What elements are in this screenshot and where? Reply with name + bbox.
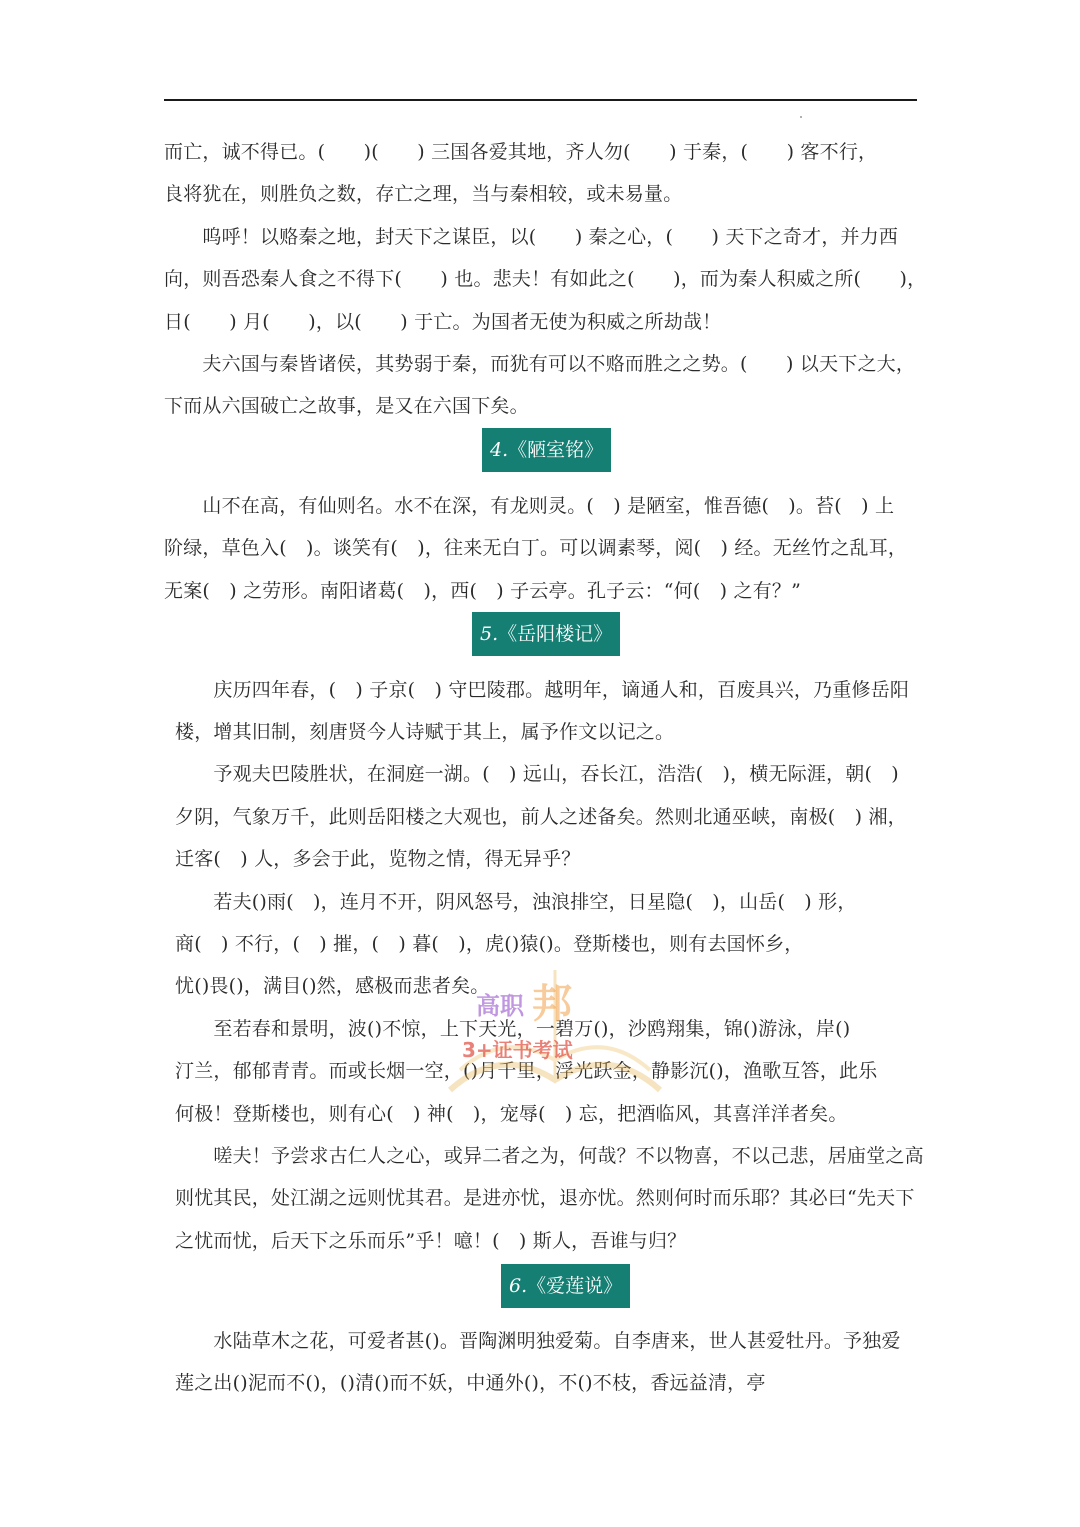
text-line: 忧()畏()，满目()然，感极而悲者矣。 <box>175 975 490 997</box>
heading-title: 《爱莲说》 <box>527 1275 623 1297</box>
watermark-bottom: 3+证书考试 <box>462 1038 573 1062</box>
text-line: 楼，增其旧制，刻唐贤今人诗赋于其上，属予作文以记之。 <box>175 721 675 743</box>
text-line: 汀兰，郁郁青青。而或长烟一空，()月千里，浮光跃金，静影沉()，渔歌互答，此乐 <box>175 1060 878 1082</box>
text-line: 嗟夫！予尝求古仁人之心，或异二者之为，何哉？不以物喜，不以己悲，居庙堂之高 <box>175 1145 924 1167</box>
heading-title: 《岳阳楼记》 <box>498 623 613 645</box>
heading-title: 《陋室铭》 <box>508 439 604 461</box>
watermark-top: 高职 <box>476 992 524 1020</box>
heading-number: 5. <box>480 623 499 645</box>
text-line: 呜呼！以赂秦之地，封天下之谋臣，以( ) 秦之心，( ) 天下之奇才，并力西 <box>164 226 899 248</box>
text-line: 夫六国与秦皆诸侯，其势弱于秦，而犹有可以不赂而胜之之势。( ) 以天下之大， <box>164 353 916 375</box>
section-heading-4 <box>482 428 611 472</box>
text-line: 水陆草木之花，可爱者甚()。晋陶渊明独爱菊。自李唐来，世人甚爱牡丹。予独爱 <box>175 1330 901 1352</box>
section-heading-5 <box>472 612 620 656</box>
text-line: 向，则吾恐秦人食之不得下( ) 也。悲夫！有如此之( )，而为秦人积威之所( )， <box>164 268 927 290</box>
text-line: 商( ) 不行，( ) 摧，( ) 暮( )，虎()猿()。登斯楼也，则有去国怀乡， <box>175 933 804 955</box>
header-dot <box>800 116 802 118</box>
watermark-big-char: 邦 <box>532 981 572 1027</box>
text-line: 无案( ) 之劳形。南阳诸葛( )，西( ) 子云亭。孔子云：“何( ) 之有？” <box>164 580 802 602</box>
text-line: 何极！登斯楼也，则有心( ) 神( )，宠辱( ) 忘，把酒临风，其喜洋洋者矣。 <box>175 1103 848 1125</box>
heading-number: 6. <box>509 1275 528 1297</box>
header-rule <box>164 99 917 101</box>
text-line: 予观夫巴陵胜状，在洞庭一湖。( ) 远山，吞长江，浩浩( )，横无际涯，朝( ) <box>175 763 899 785</box>
text-line: 夕阴，气象万千，此则岳阳楼之大观也，前人之述备矣。然则北通巫峡，南极( ) 湘， <box>175 806 907 828</box>
text-line: 山不在高，有仙则名。水不在深，有龙则灵。( ) 是陋室，惟吾德( )。苔( ) 上 <box>164 495 895 517</box>
text-line: 日( ) 月( )，以( ) 于亡。为国者无使为积威之所劫哉！ <box>164 311 722 333</box>
section-heading-6 <box>501 1264 630 1308</box>
heading-number: 4. <box>490 439 509 461</box>
text-line: 若夫()雨( )，连月不开，阴风怒号，浊浪排空，日星隐( )，山岳( ) 形， <box>175 891 857 913</box>
text-line: 莲之出()泥而不()，()清()而不妖，中通外()，不()不枝，香远益清，亭 <box>175 1372 766 1394</box>
text-line: 阶绿，草色入( )。谈笑有( )，往来无白丁。可以调素琴，阅( ) 经。无丝竹之乱耳， <box>164 537 908 559</box>
text-line: 之忧而忧，后天下之乐而乐”乎！噫！( ) 斯人，吾谁与归？ <box>175 1230 687 1252</box>
text-line: 迁客( ) 人，多会于此，览物之情，得无异乎？ <box>175 848 581 870</box>
text-line: 庆历四年春，( ) 子京( ) 守巴陵郡。越明年，谪通人和，百废具兴，乃重修岳阳 <box>175 679 910 701</box>
text-line: 下而从六国破亡之故事，是又在六国下矣。 <box>164 395 529 417</box>
text-line: 则忧其民，处江湖之远则忧其君。是进亦忧，退亦忧。然则何时而乐耶？其必曰“先天下 <box>175 1187 915 1209</box>
text-line: 至若春和景明，波()不惊，上下天光，一碧万()，沙鸥翔集，锦()游泳，岸() <box>175 1018 851 1040</box>
text-line: 良将犹在，则胜负之数，存亡之理，当与秦相较，或未易量。 <box>164 183 683 205</box>
text-line: 而亡，诚不得已。( )( ) 三国各爱其地，齐人勿( ) 于秦，( ) 客不行， <box>164 141 878 163</box>
